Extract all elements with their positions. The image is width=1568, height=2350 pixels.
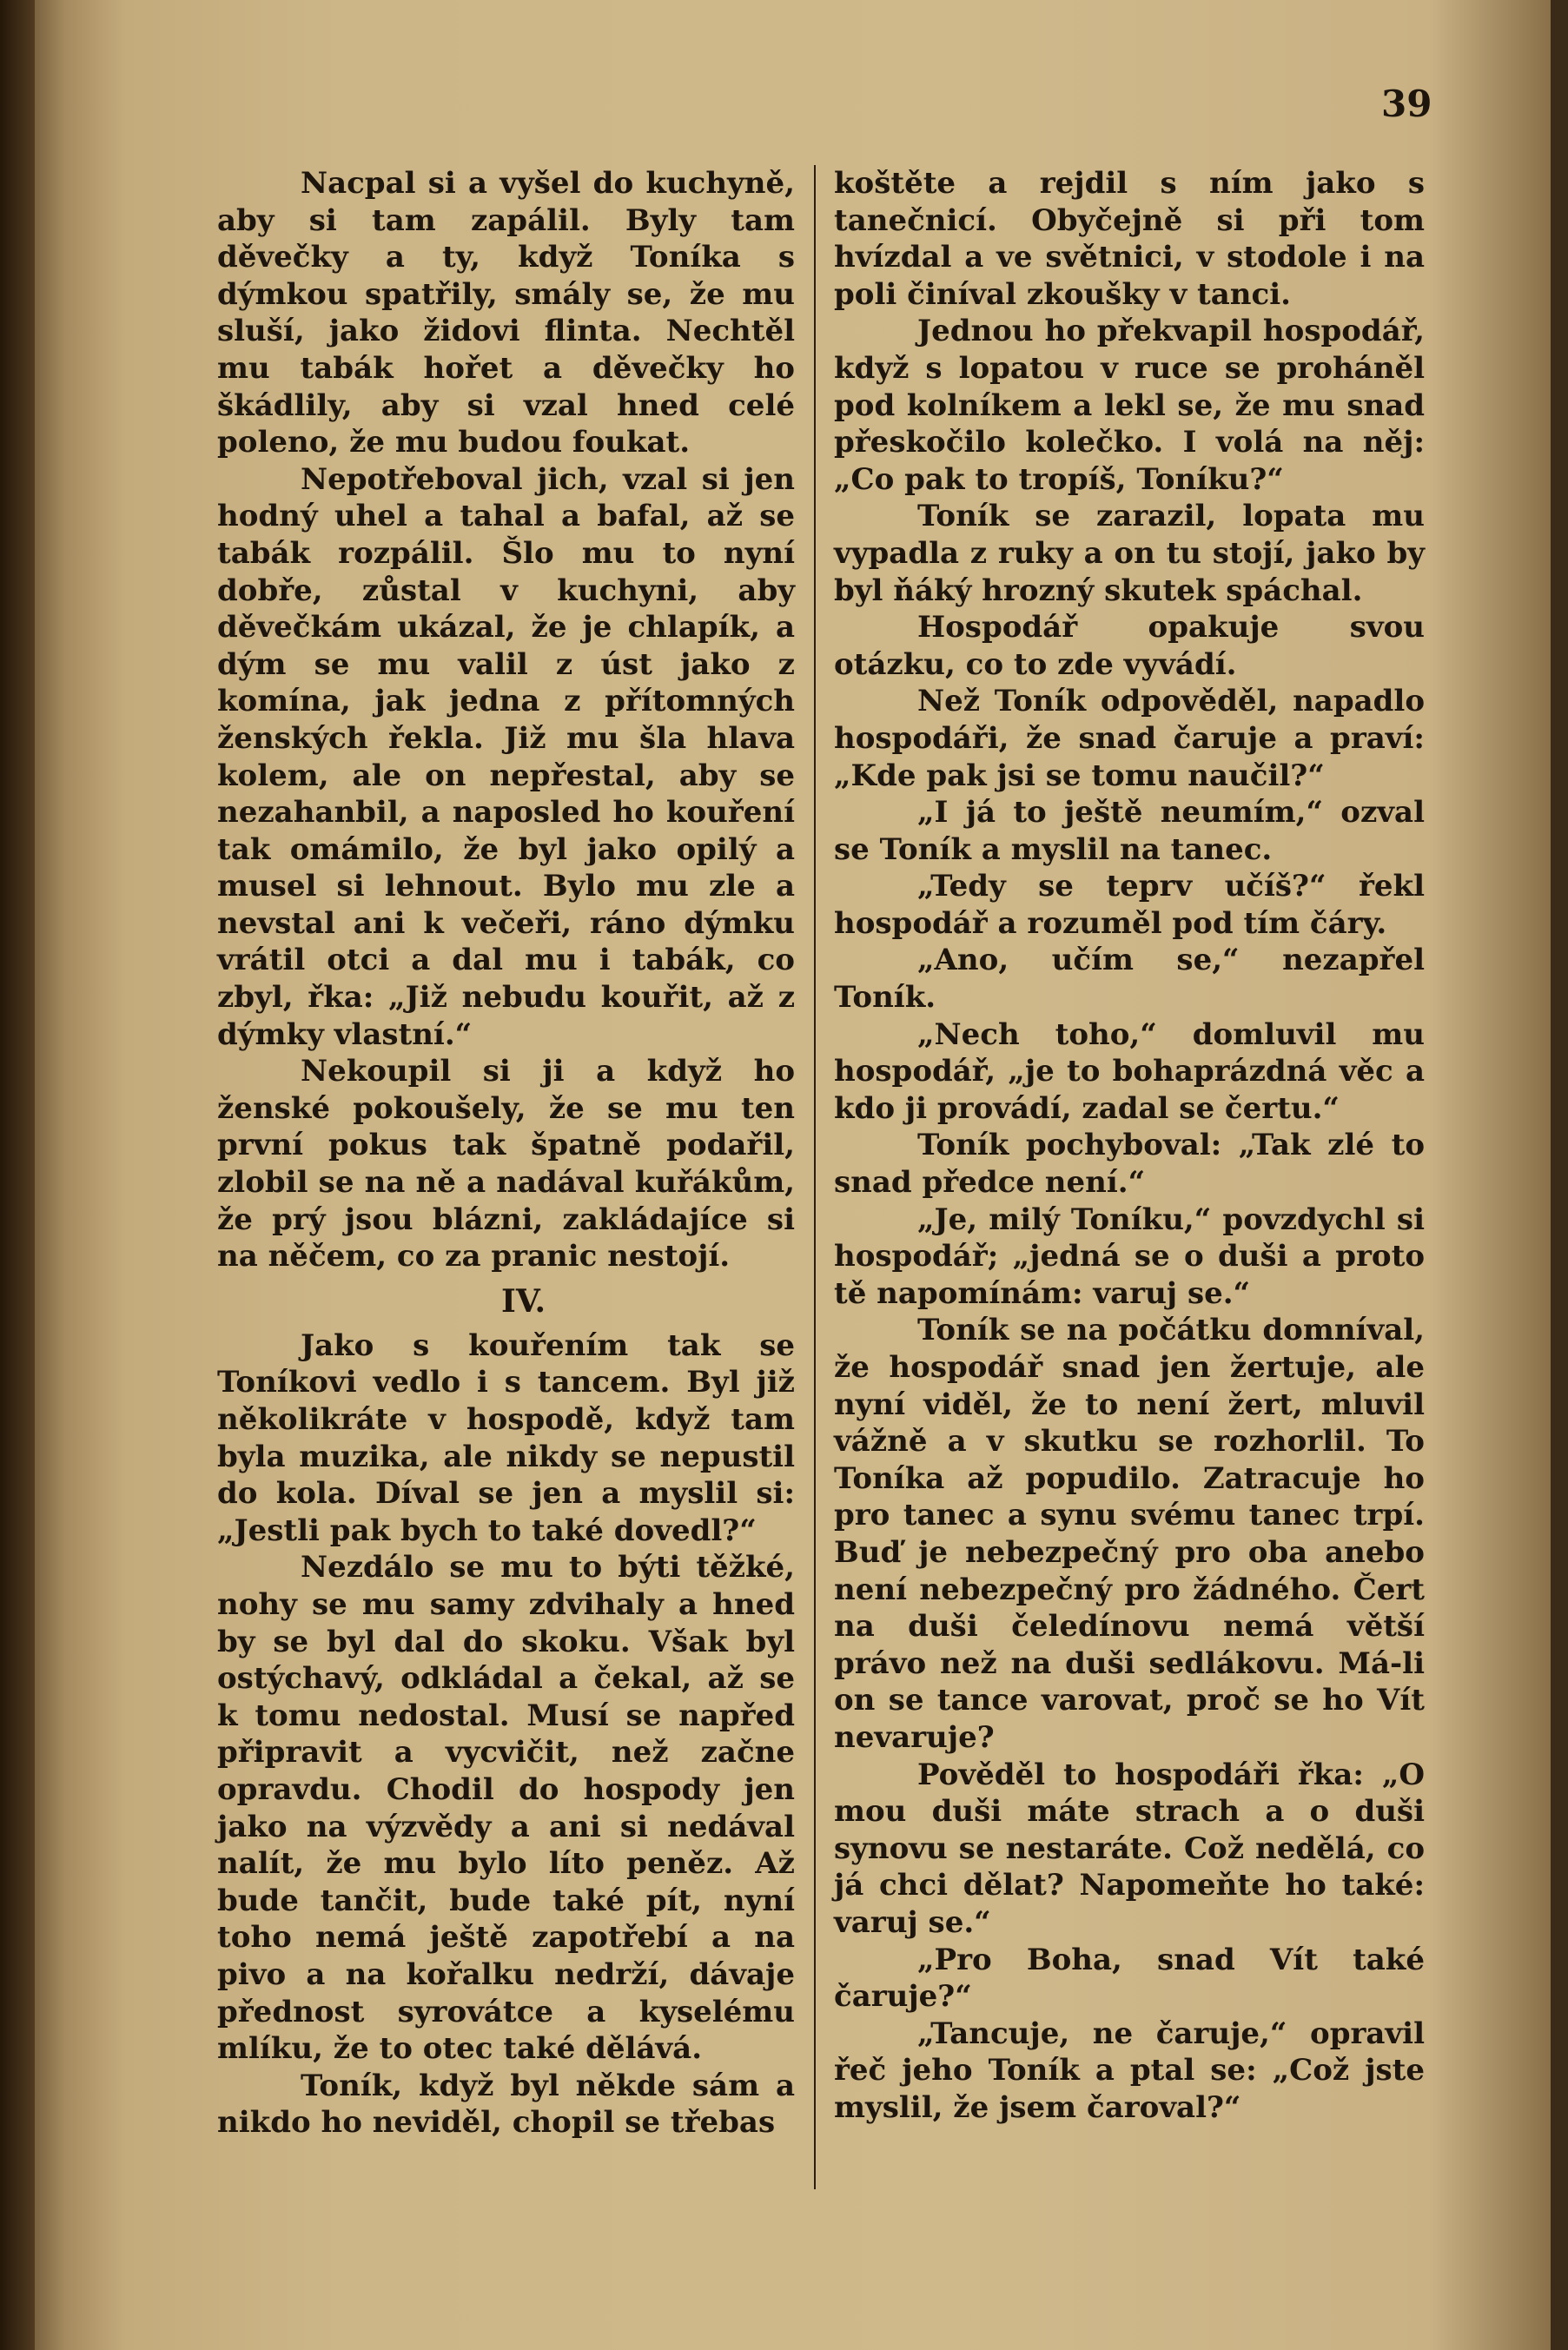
page-number: 39 <box>1381 83 1432 125</box>
right-column <box>834 165 1425 2126</box>
paragraph: „Nech toho,“ domluvil mu hospodář, „je to bohaprázdná věc a kdo ji provádí, zadal se čertu.“ <box>834 1016 1425 1126</box>
paragraph: „Tedy se teprv učíš?“ řekl hospodář a rozuměl pod tím čáry. <box>834 869 1425 941</box>
paragraph: Hospodář opakuje svou otázku, co to zde vyvádí. <box>834 610 1425 682</box>
paragraph: „Ano, učím se,“ nezapřel Toník. <box>834 943 1425 1016</box>
paragraph: „Pro Boha, snad Vít také čaruje?“ <box>834 1942 1425 2015</box>
paragraph: koštěte a rejdil s ním jako s tanečnicí. Obyčejně si při tom hvízdal a ve světnici, v stodole i na poli činíval zkoušky v tanci. <box>834 166 1425 312</box>
paragraph: Nezdálo se mu to býti těžké, nohy se mu samy zdvihaly a hned by se byl dal do skoku. Však byl ostýchavý, odkládal a čekal, až se k tomu nedostal. Musí se napřed připravit a vycvičit, než začne opravdu. Chodil do hospody jen jako na výzvědy a ani si nedával nalít, že mu bylo líto peněz. Až bude tančit, bude také pít, nyní toho nemá ještě zapotřebí a na pivo a na kořalku nedrží, dávaje přednost syrovátce a kyselému mlíku, že to otec také dělává. <box>217 1550 795 2067</box>
paragraph: Toník pochyboval: „Tak zlé to snad předce není.“ <box>834 1128 1425 1201</box>
paragraph: „I já to ještě neumím,“ ozval se Toník a myslil na tanec. <box>834 795 1425 867</box>
left-column <box>217 165 795 2141</box>
paragraph: „Je, milý Toníku,“ povzdychl si hospodář; „jedná se o duši a proto tě napomínám: varuj se.“ <box>834 1201 1425 1311</box>
paragraph: Nepotřeboval jich, vzal si jen hodný uhel a tahal a bafal, až se tabák rozpálil. Šlo mu to nyní dobře, zůstal v kuchyni, aby děvečkám ukázal, že je chlapík, a dým se mu valil z úst jako z komína, jak jedna z přítomných ženských řekla. Již mu šla hlava kolem, ale on nepřestal, aby se nezahanbil, a naposled ho kouření tak omámilo, že byl jako opilý a musel si lehnout. Bylo mu zle a nevstal ani k večeři, ráno dýmku vrátil otci a dal mu i tabák, co zbyl, řka: „Již nebudu kouřit, až z dýmky vlastní.“ <box>217 461 795 1052</box>
paragraph: Toník se na počátku domníval, že hospodář snad jen žertuje, ale nyní viděl, že to není žert, mluvil vážně a v skutku se rozhorlil. To Toníka až popudilo. Zatracuje ho pro tanec a synu svému tanec trpí. Buď je nebezpečný pro oba anebo není nebezpečný pro žádného. Čert na duši čeledínovu nemá větší právo než na duši sedlákovu. Má-li on se tance varovat, proč se ho Vít nevaruje? <box>834 1313 1425 1755</box>
paragraph: Jednou ho překvapil hospodář, když s lopatou v ruce se proháněl pod kolníkem a lekl se, že mu snad přeskočilo kolečko. I volá na něj: „Co pak to tropíš, Toníku?“ <box>834 314 1425 497</box>
column-divider <box>814 165 816 2189</box>
paragraph: Nekoupil si ji a když ho ženské pokoušely, že se mu ten první pokus tak špatně podařil, zlobil se na ně a nadával kuřákům, že prý jsou blázni, zakládajíce si na něčem, co za pranic nestojí. <box>217 1054 795 1274</box>
paragraph: Toník se zarazil, lopata mu vypadla z ruky a on tu stojí, jako by byl ňáký hrozný skutek spáchal. <box>834 499 1425 608</box>
paragraph: Pověděl to hospodáři řka: „O mou duši máte strach a o duši synovu se nestaráte. Což nedělá, co já chci dělat? Napomeňte ho také: varuj se.“ <box>834 1757 1425 1940</box>
paragraph: Nacpal si a vyšel do kuchyně, aby si tam zapálil. Byly tam děvečky a ty, když Toníka s dýmkou spatřily, smály se, že mu sluší, jako židovi flinta. Nechtěl mu tabák hořet a děvečky ho škádlily, aby si vzal hned celé poleno, že mu budou foukat. <box>217 166 795 460</box>
section-heading: IV. <box>500 1282 546 1320</box>
paragraph: Jako s kouřením tak se Toníkovi vedlo i s tancem. Byl již několikráte v hospodě, když tam byla muzika, ale nikdy se nepustil do kola. Díval se jen a myslil si: „Jestli pak bych to také dovedl?“ <box>217 1327 795 1548</box>
paragraph: Toník, když byl někde sám a nikdo ho neviděl, chopil se třebas <box>217 2068 795 2141</box>
paragraph: Než Toník odpověděl, napadlo hospodáři, že snad čaruje a praví: „Kde pak jsi se tomu naučil?“ <box>834 684 1425 793</box>
paragraph: „Tancuje, ne čaruje,“ opravil řeč jeho Toník a ptal se: „Což jste myslil, že jsem čaroval?“ <box>834 2016 1425 2125</box>
